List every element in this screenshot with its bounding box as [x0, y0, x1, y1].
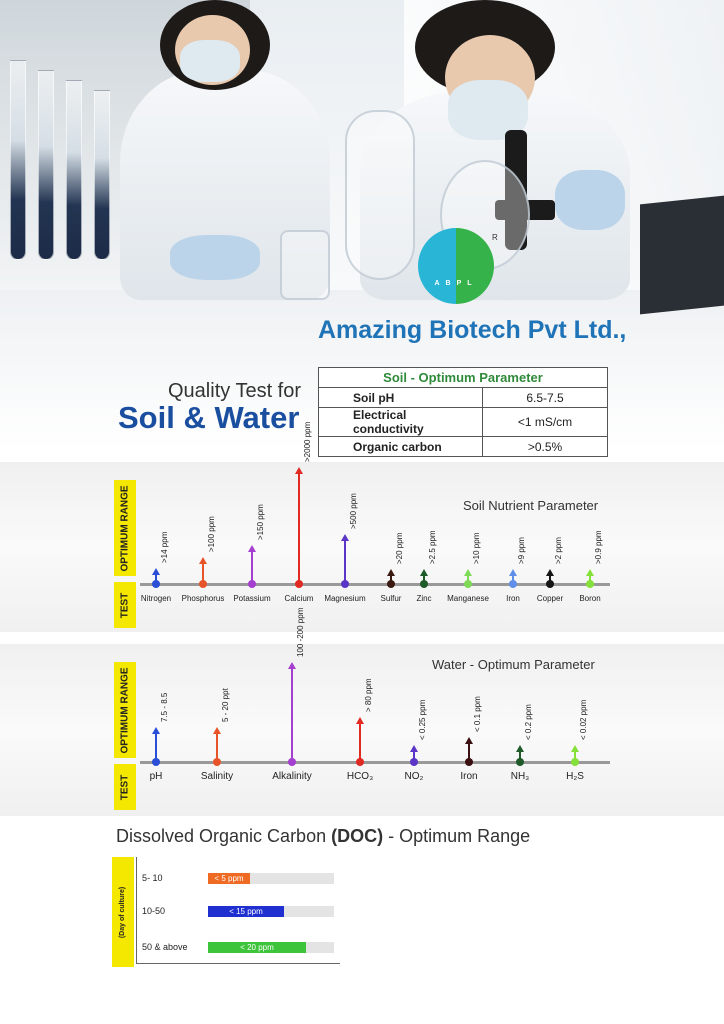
arrow-head-icon	[571, 745, 579, 752]
glove	[555, 170, 625, 230]
doc-title	[116, 826, 530, 847]
flask	[345, 110, 415, 280]
test-name: Calcium	[284, 594, 314, 603]
soil-nutrient-title: Soil Nutrient Parameter	[463, 498, 599, 513]
axis-dot	[341, 580, 349, 588]
test-name: Phosphorus	[181, 594, 225, 603]
range-label: > 80 ppm	[364, 678, 373, 712]
doc-title-pre: Dissolved Organic Carbon	[116, 826, 332, 846]
day-range: 5- 10	[142, 873, 163, 883]
range-label: >9 ppm	[517, 537, 526, 564]
mask	[180, 40, 240, 82]
optimum-range-label: OPTIMUM RANGE	[114, 662, 136, 758]
arrow-head-icon	[152, 568, 160, 575]
bar-track	[208, 873, 334, 884]
test-name: Salinity	[200, 771, 234, 782]
param-name: Soil pH	[319, 388, 483, 408]
range-label: >20 ppm	[395, 532, 404, 564]
test-name: Iron	[506, 594, 520, 603]
arrow-head-icon	[152, 727, 160, 734]
arrow-head-icon	[420, 569, 428, 576]
range-label: 5 - 20 ppt	[221, 688, 230, 722]
test-tube	[94, 90, 110, 260]
range-arrow	[344, 539, 346, 584]
arrow-head-icon	[387, 569, 395, 576]
arrow-head-icon	[509, 569, 517, 576]
company-logo	[418, 228, 494, 304]
day-range: 50 & above	[142, 942, 188, 952]
axis-dot	[356, 758, 364, 766]
doc-title-post: - Optimum Range	[383, 826, 531, 846]
doc-bar: < 15 ppm	[208, 906, 284, 917]
test-name: Nitrogen	[140, 594, 172, 603]
range-label: >2000 ppm	[303, 421, 312, 462]
axis-dot	[199, 580, 207, 588]
arrow-head-icon	[356, 717, 364, 724]
range-label: >100 ppm	[207, 516, 216, 552]
range-arrow	[251, 550, 253, 584]
axis-dot	[465, 758, 473, 766]
test-tube	[10, 60, 26, 260]
doc-title-bold: (DOC)	[331, 826, 384, 846]
param-value: >0.5%	[483, 437, 608, 457]
param-name: Electrical conductivity	[319, 408, 483, 437]
arrow-head-icon	[248, 545, 256, 552]
axis-dot	[546, 580, 554, 588]
headline-line1: Quality Test for	[168, 380, 302, 402]
test-name: Iron	[460, 771, 478, 782]
arrow-head-icon	[199, 557, 207, 564]
test-name: Sulfur	[380, 594, 402, 603]
doc-bar: < 5 ppm	[208, 873, 250, 884]
x-axis	[140, 761, 610, 764]
laptop	[640, 196, 724, 315]
doc-row	[142, 873, 342, 885]
glove	[170, 235, 260, 280]
range-label: 100 -200 ppm	[296, 607, 305, 657]
test-name: NO₂	[404, 771, 424, 782]
water-title: Water - Optimum Parameter	[432, 657, 595, 672]
headline-line2: Soil & Water	[118, 400, 300, 435]
arrow-head-icon	[295, 467, 303, 474]
doc-row	[142, 906, 342, 918]
test-name: Alkalinity	[272, 771, 312, 782]
range-label: < 0.25 ppm	[418, 699, 427, 740]
bar-track	[208, 906, 334, 917]
range-arrow	[359, 722, 361, 762]
axis-dot	[509, 580, 517, 588]
param-value: <1 mS/cm	[483, 408, 608, 437]
arrow-head-icon	[516, 745, 524, 752]
test-tube	[66, 80, 82, 260]
x-axis	[140, 583, 610, 586]
test-name: Potassium	[233, 594, 271, 603]
range-label: 7.5 - 8.5	[160, 692, 169, 722]
range-label: >0.9 ppm	[594, 530, 603, 564]
axis-dot	[387, 580, 395, 588]
table-row	[319, 408, 608, 437]
param-name: Organic carbon	[319, 437, 483, 457]
registered-mark: R	[492, 233, 498, 242]
test-name: Zinc	[416, 594, 432, 603]
logo-letters: ABPL	[434, 280, 478, 287]
arrow-head-icon	[213, 727, 221, 734]
doc-x-axis	[136, 963, 340, 964]
company-name-part2: Biotech Pvt Ltd.,	[429, 316, 627, 344]
table-row	[319, 437, 608, 457]
axis-dot	[248, 580, 256, 588]
test-name: H₂S	[566, 771, 584, 782]
test-name: NH₃	[510, 771, 530, 782]
range-label: >2.5 ppm	[428, 530, 437, 564]
arrow-head-icon	[288, 662, 296, 669]
range-label: < 0.02 ppm	[579, 699, 588, 740]
test-name: pH	[149, 771, 163, 782]
arrow-head-icon	[465, 737, 473, 744]
doc-row	[142, 942, 342, 954]
arrow-head-icon	[410, 745, 418, 752]
axis-dot	[586, 580, 594, 588]
range-label: >2 ppm	[554, 537, 563, 564]
water-panel	[0, 607, 724, 816]
range-label: >10 ppm	[472, 532, 481, 564]
range-label: >150 ppm	[256, 504, 265, 540]
range-label: >14 ppm	[160, 531, 169, 563]
bar-track	[208, 942, 334, 953]
company-name-part1: Amazing	[318, 316, 423, 344]
test-label: TEST	[114, 582, 136, 628]
range-arrow	[298, 472, 300, 584]
arrow-head-icon	[586, 569, 594, 576]
soil-table-header: Soil - Optimum Parameter	[319, 368, 608, 388]
arrow-head-icon	[464, 569, 472, 576]
test-name: Boron	[579, 594, 601, 603]
test-name: HCO₃	[346, 771, 374, 782]
axis-dot	[152, 758, 160, 766]
day-range: 10-50	[142, 906, 166, 916]
test-tube	[38, 70, 54, 260]
axis-dot	[213, 758, 221, 766]
test-name: Manganese	[447, 594, 489, 603]
soil-parameter-table	[318, 367, 608, 457]
arrow-head-icon	[546, 569, 554, 576]
param-value: 6.5-7.5	[483, 388, 608, 408]
axis-dot	[464, 580, 472, 588]
company-name	[318, 316, 626, 345]
range-label: < 0.1 ppm	[473, 696, 482, 732]
test-name: Copper	[536, 594, 564, 603]
axis-dot	[571, 758, 579, 766]
day-of-culture-label: (Day of culture)	[112, 857, 134, 967]
range-label: >500 ppm	[349, 493, 358, 529]
range-arrow	[291, 667, 293, 762]
table-row	[319, 388, 608, 408]
test-label: TEST	[114, 764, 136, 810]
axis-dot	[516, 758, 524, 766]
beaker	[280, 230, 330, 300]
doc-y-axis	[136, 857, 137, 963]
axis-dot	[295, 580, 303, 588]
axis-dot	[288, 758, 296, 766]
axis-dot	[410, 758, 418, 766]
axis-dot	[152, 580, 160, 588]
doc-bar: < 20 ppm	[208, 942, 306, 953]
range-label: < 0.2 ppm	[524, 704, 533, 740]
optimum-range-label: OPTIMUM RANGE	[114, 480, 136, 576]
test-name: Magnesium	[324, 594, 366, 603]
axis-dot	[420, 580, 428, 588]
arrow-head-icon	[341, 534, 349, 541]
